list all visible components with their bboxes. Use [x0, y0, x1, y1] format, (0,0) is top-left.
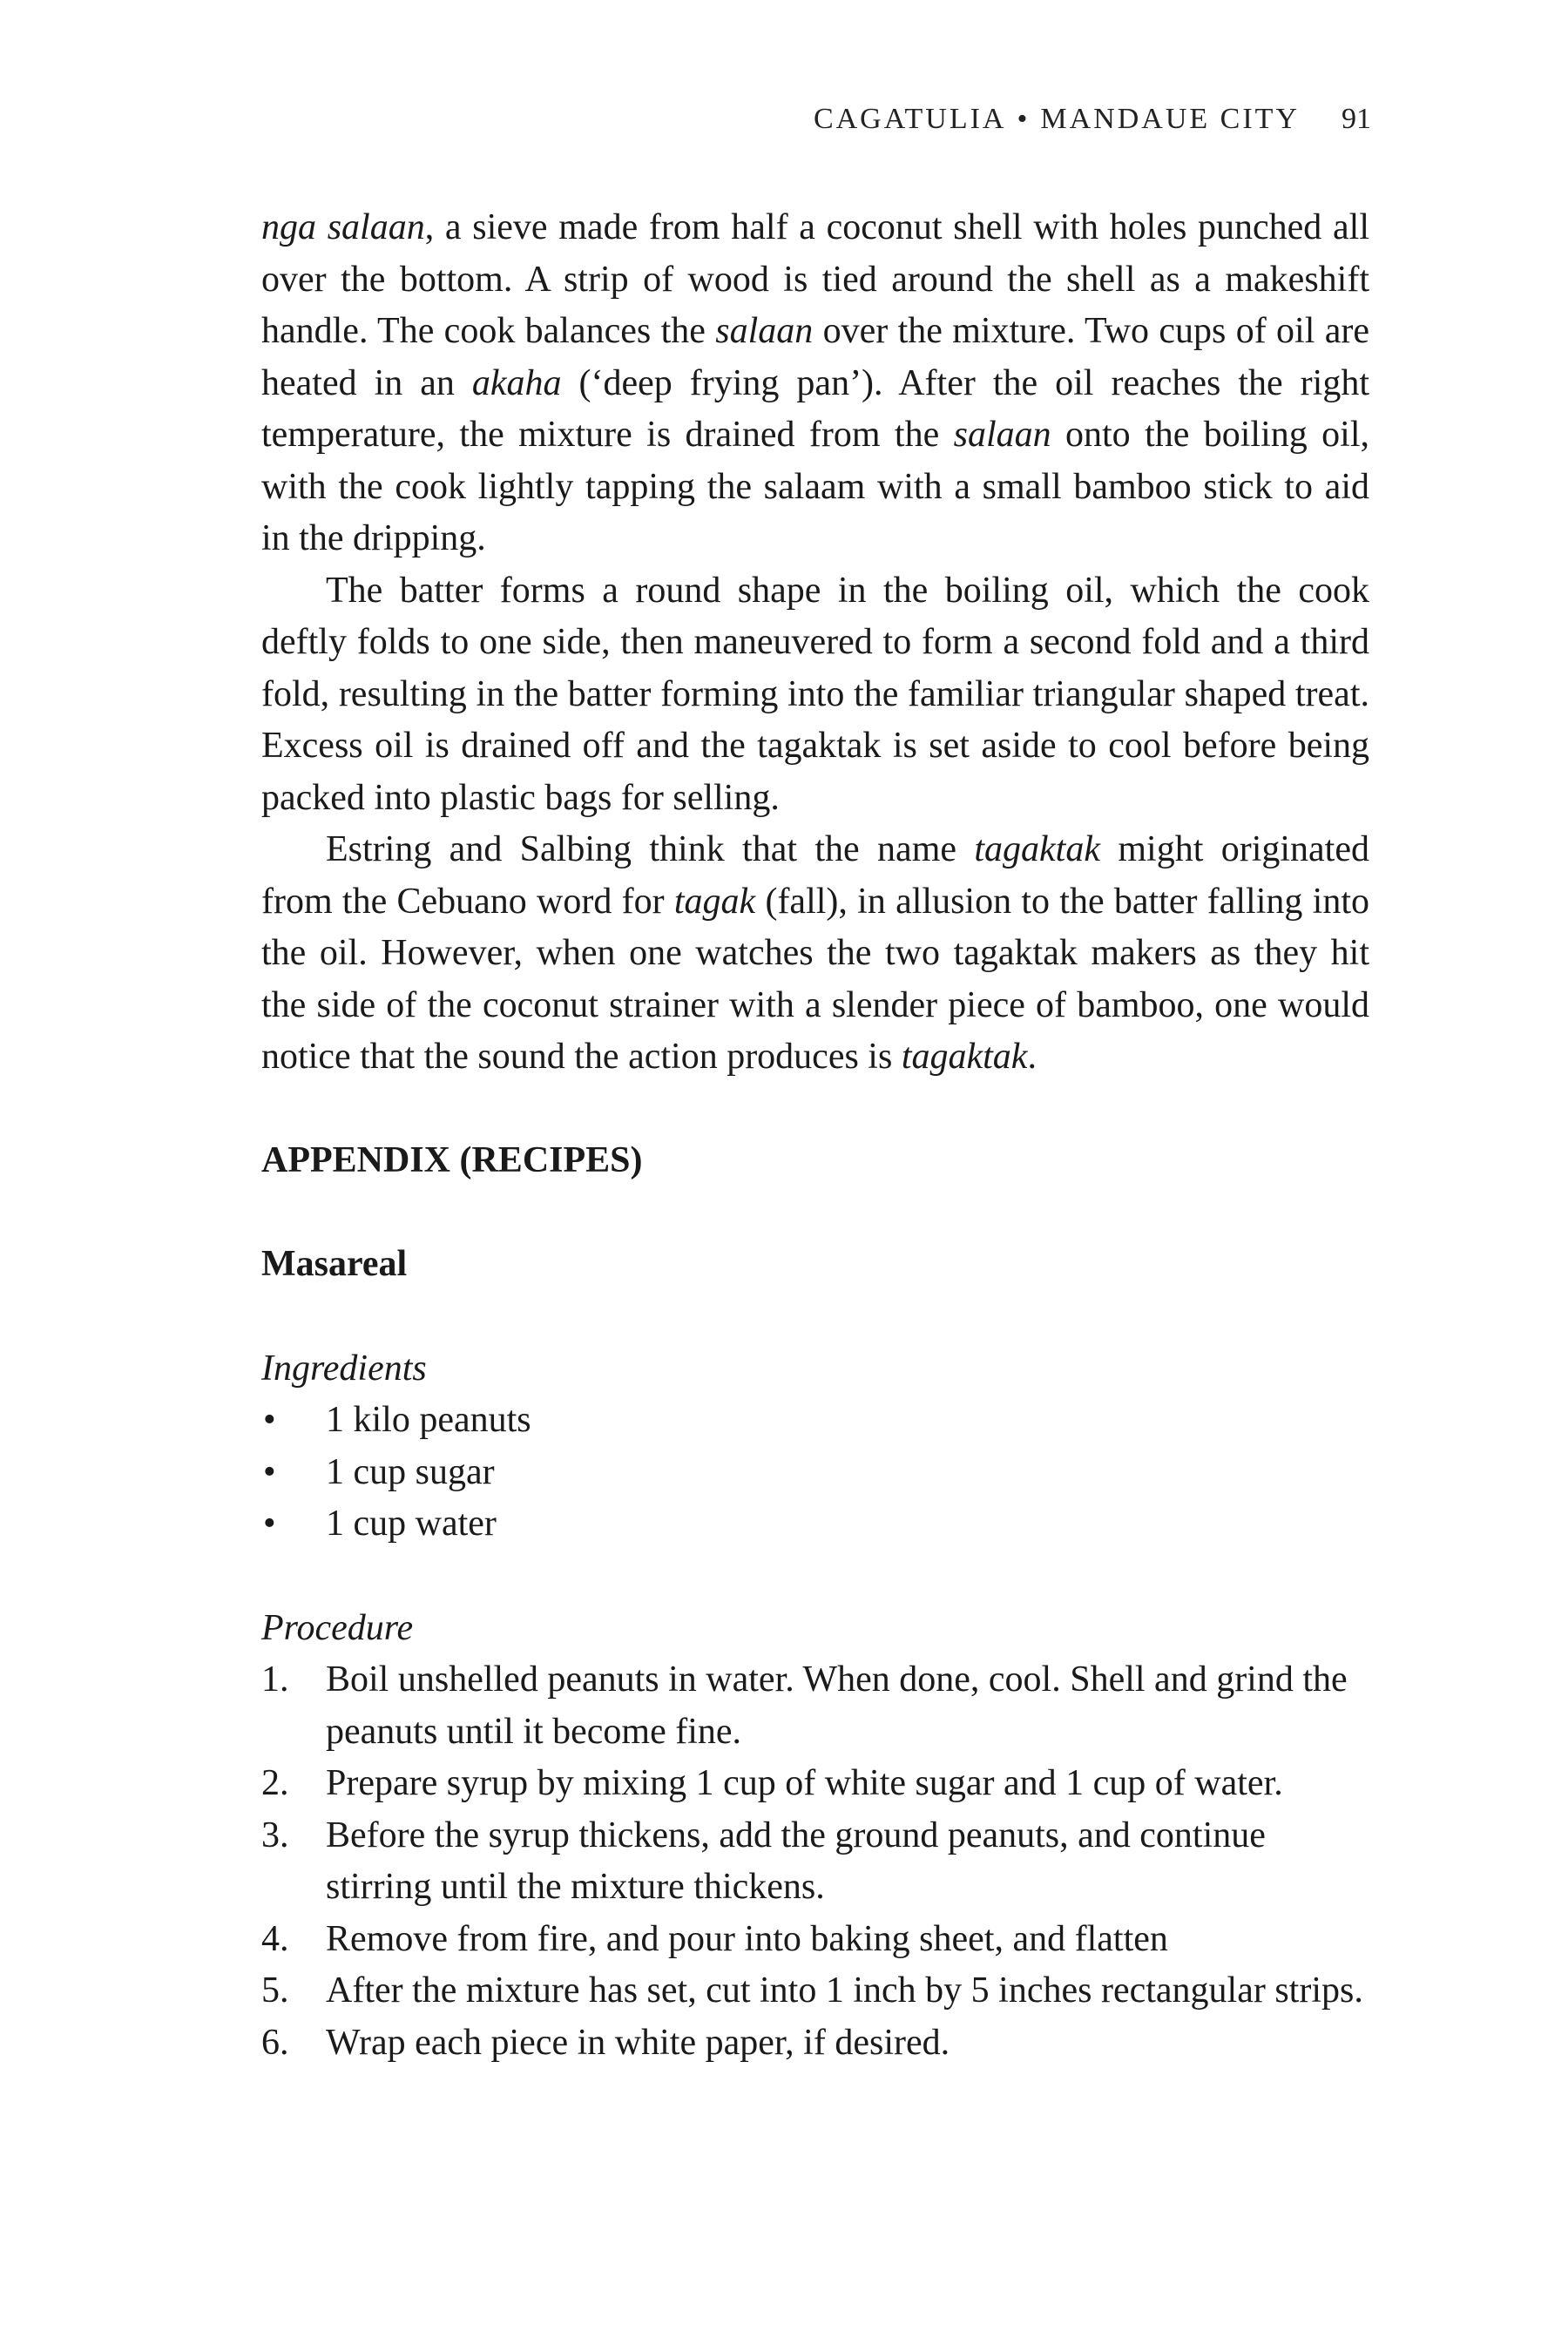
step-text: Boil unshelled peanuts in water. When done, cool. Shell and grind the peanuts until it become fine.: [326, 1659, 1348, 1752]
step-number: 4.: [261, 1918, 289, 1959]
step-text: Prepare syrup by mixing 1 cup of white sugar and 1 cup of water.: [326, 1763, 1283, 1803]
step-text: Wrap each piece in white paper, if desired.: [326, 2022, 950, 2063]
italic-term: tagak: [673, 881, 756, 922]
text-run: The batter forms a round shape in the boiling oil, which the cook deftly folds to one side, then maneuvered to form a second fold and a third fold, resulting in the batter forming into the familiar triangular shaped treat. Excess oil is drained off and the tagaktak is set aside to cool before being packed into plastic bags for selling.: [261, 570, 1369, 818]
text-run: over the mixture. Two cups of oil are heated in an: [261, 311, 1369, 403]
procedure-step: [261, 2017, 1369, 2070]
bullet-marker: •: [263, 1451, 276, 1492]
running-head-left: CAGATULIA: [813, 103, 1007, 135]
body-paragraph-3: [261, 824, 1369, 1084]
ingredient-text: 1 cup water: [326, 1504, 497, 1544]
text-run: onto the boiling oil, with the cook lightly tapping the salaam with a small bamboo stick to aid in the dripping.: [261, 415, 1369, 558]
italic-term: salaan: [953, 415, 1051, 455]
procedure-step: [261, 1758, 1369, 1810]
running-head-right: MANDAUE CITY: [1040, 103, 1300, 135]
procedure-step: [261, 1914, 1369, 1966]
step-number: 3.: [261, 1815, 289, 1855]
running-head: [814, 103, 1371, 136]
ingredient-text: 1 cup sugar: [326, 1451, 495, 1492]
step-number: 1.: [261, 1659, 289, 1700]
ingredient-item: [261, 1395, 1369, 1447]
procedure-steps: [261, 1654, 1369, 2069]
ingredients-label: Ingredients: [261, 1348, 427, 1389]
procedure-label: Procedure: [261, 1607, 414, 1648]
step-number: 5.: [261, 1970, 289, 2011]
body-paragraph-2: [261, 565, 1369, 825]
step-text: Remove from fire, and pour into baking sheet, and flatten: [326, 1918, 1168, 1959]
running-head-separator: •: [1017, 103, 1031, 135]
italic-term: tagaktak: [901, 1037, 1028, 1077]
appendix-heading: APPENDIX (RECIPES): [261, 1139, 643, 1180]
procedure-step: [261, 1654, 1369, 1758]
ingredient-item: [261, 1498, 1369, 1551]
bullet-marker: •: [263, 1400, 276, 1440]
text-run: Estring and Salbing think that the name: [326, 829, 975, 869]
italic-term: akaha: [471, 362, 562, 403]
text-run: might originated from the Cebuano word for: [261, 829, 1369, 922]
recipe-title: Masareal: [261, 1244, 408, 1284]
step-number: 6.: [261, 2022, 289, 2063]
page-number: 91: [1342, 103, 1371, 135]
bullet-marker: •: [263, 1504, 276, 1544]
procedure-step: [261, 1965, 1369, 2017]
text-run: , a sieve made from half a coconut shell with holes punched all over the bottom. A strip of wood is tied around the shell as a makeshift handle. The cook balances the: [261, 207, 1369, 351]
step-text: Before the syrup thickens, add the ground peanuts, and continue stirring until the mixture thickens.: [326, 1815, 1266, 1907]
italic-term: nga salaan: [261, 207, 425, 247]
step-number: 2.: [261, 1763, 289, 1803]
text-run: (fall), in allusion to the batter falling into the oil. However, when one watches the two tagaktak makers as they hit the side of the coconut strainer with a slender piece of bamboo, one would notice that the sound the action produces is: [261, 881, 1369, 1077]
ingredient-item: [261, 1447, 1369, 1499]
text-run: .: [1027, 1037, 1037, 1077]
ingredient-text: 1 kilo peanuts: [326, 1400, 531, 1440]
body-paragraph-1: [261, 202, 1369, 565]
italic-term: salaan: [715, 311, 814, 351]
ingredients-list: [261, 1395, 1369, 1551]
step-text: After the mixture has set, cut into 1 inch by 5 inches rectangular strips.: [326, 1970, 1363, 2011]
procedure-step: [261, 1810, 1369, 1914]
text-run: (‘deep frying pan’). After the oil reaches the right temperature, the mixture is drained from the: [261, 362, 1369, 455]
page-body: [261, 202, 1369, 2069]
italic-term: tagaktak: [974, 829, 1100, 869]
